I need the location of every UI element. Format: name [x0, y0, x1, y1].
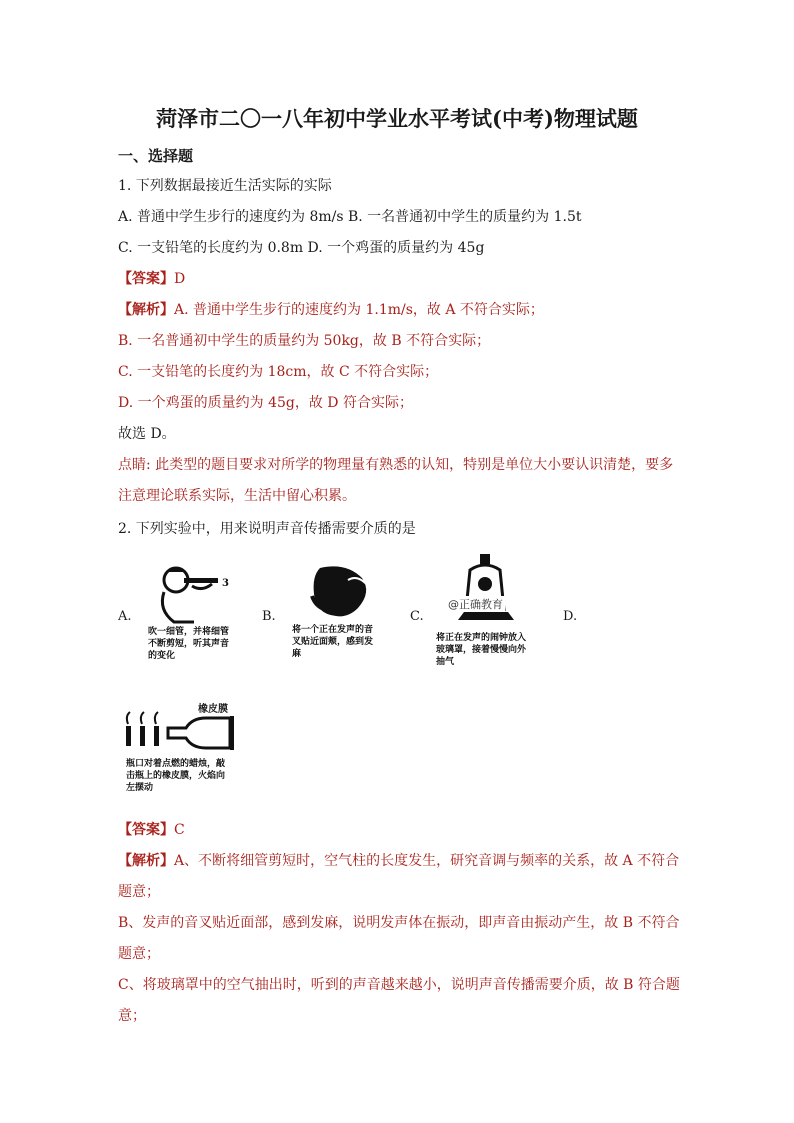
option-letter-d: D. [563, 609, 578, 624]
q1-answer [118, 269, 185, 289]
q1-conclusion: 故选 D。 [118, 426, 176, 442]
q2-analysis-line: 题意； [118, 884, 160, 900]
q2-analysis-line: 【解析】A、不断将细管剪短时，空气柱的长度发生，研究音调与频率的关系，故 A 不符合 [118, 853, 680, 869]
answer-value: D [174, 271, 186, 287]
caption-d: 瓶口对着点燃的蜡烛，敲击瓶上的橡皮膜，火焰向左摆动 [126, 759, 226, 793]
q2-analysis-line: 意； [118, 1008, 146, 1024]
option-letter-c: C. [410, 609, 424, 624]
figure-c [436, 550, 536, 680]
analysis-tag: 【解析】 [118, 302, 174, 318]
q1-stem: 1. 下列数据最接近生活实际的实际 [118, 178, 332, 194]
caption-b: 将一个正在发声的音叉贴近面颊，感到发麻 [292, 625, 374, 659]
q1-analysis-line: C. 一支铅笔的长度约为 18cm，故 C 不符合实际； [118, 364, 439, 380]
answer-tag: 【答案】 [118, 822, 174, 838]
q1-options-ab: A. 普通中学生步行的速度约为 8m/s B. 一名普通初中学生的质量约为 1.5t [118, 209, 582, 225]
answer-tag: 【答案】 [118, 271, 174, 287]
person-blowing-tube-illustration [144, 562, 234, 624]
q1-analysis-line: B. 一名普通初中学生的质量约为 50kg，故 B 不符合实际； [118, 333, 491, 349]
q1-analysis-line: D. 一个鸡蛋的质量约为 45g，故 D 符合实际； [118, 395, 413, 411]
membrane-label: 橡皮膜 [198, 704, 228, 715]
q2-stem: 2. 下列实验中，用来说明声音传播需要介质的是 [118, 521, 416, 537]
q2-analysis-line: 题意； [118, 946, 160, 962]
section-heading: 一、选择题 [118, 147, 194, 165]
tuning-fork-face-illustration [290, 562, 380, 622]
caption-c: 将正在发声的闹钟放入玻璃罩，接着慢慢向外抽气 [436, 633, 527, 667]
q2-analysis-line: B、发声的音叉贴近面部，感到发麻，说明发声体在振动，即声音由振动产生，故 B 不符合 [118, 915, 680, 931]
option-letter-b: B. [262, 609, 276, 624]
option-letter-a: A. [118, 609, 132, 624]
q2-analysis-line: C、将玻璃罩中的空气抽出时，听到的声音越来越小，说明声音传播需要介质，故 B 符合题 [118, 977, 680, 993]
q2-answer [118, 820, 185, 840]
analysis-tag: 【解析】 [118, 853, 174, 869]
figure-b [290, 562, 380, 662]
q1-tip-line: 注意理论联系实际，生活中留心积累。 [118, 488, 356, 504]
q1-options-cd: C. 一支铅笔的长度约为 0.8m D. 一个鸡蛋的质量约为 45g [118, 240, 485, 256]
answer-value: C [174, 822, 185, 838]
figure-a [144, 562, 234, 672]
page-title: 菏泽市二〇一八年初中学业水平考试(中考)物理试题 [156, 106, 638, 131]
caption-a: 吹一细管，并将细管不断剪短，听其声音的变化 [148, 627, 230, 661]
figure-d [120, 698, 240, 808]
bell-jar-illustration [436, 550, 536, 628]
svg-text:3: 3 [222, 578, 229, 589]
watermark-text: @正确教育 [448, 598, 503, 611]
q1-tip-line: 点睛: 此类型的题目要求对所学的物理量有熟悉的认知，特别是单位大小要认识清楚，要多 [118, 457, 674, 473]
q1-analysis-line: 【解析】A. 普通中学生步行的速度约为 1.1m/s，故 A 不符合实际； [118, 302, 544, 318]
